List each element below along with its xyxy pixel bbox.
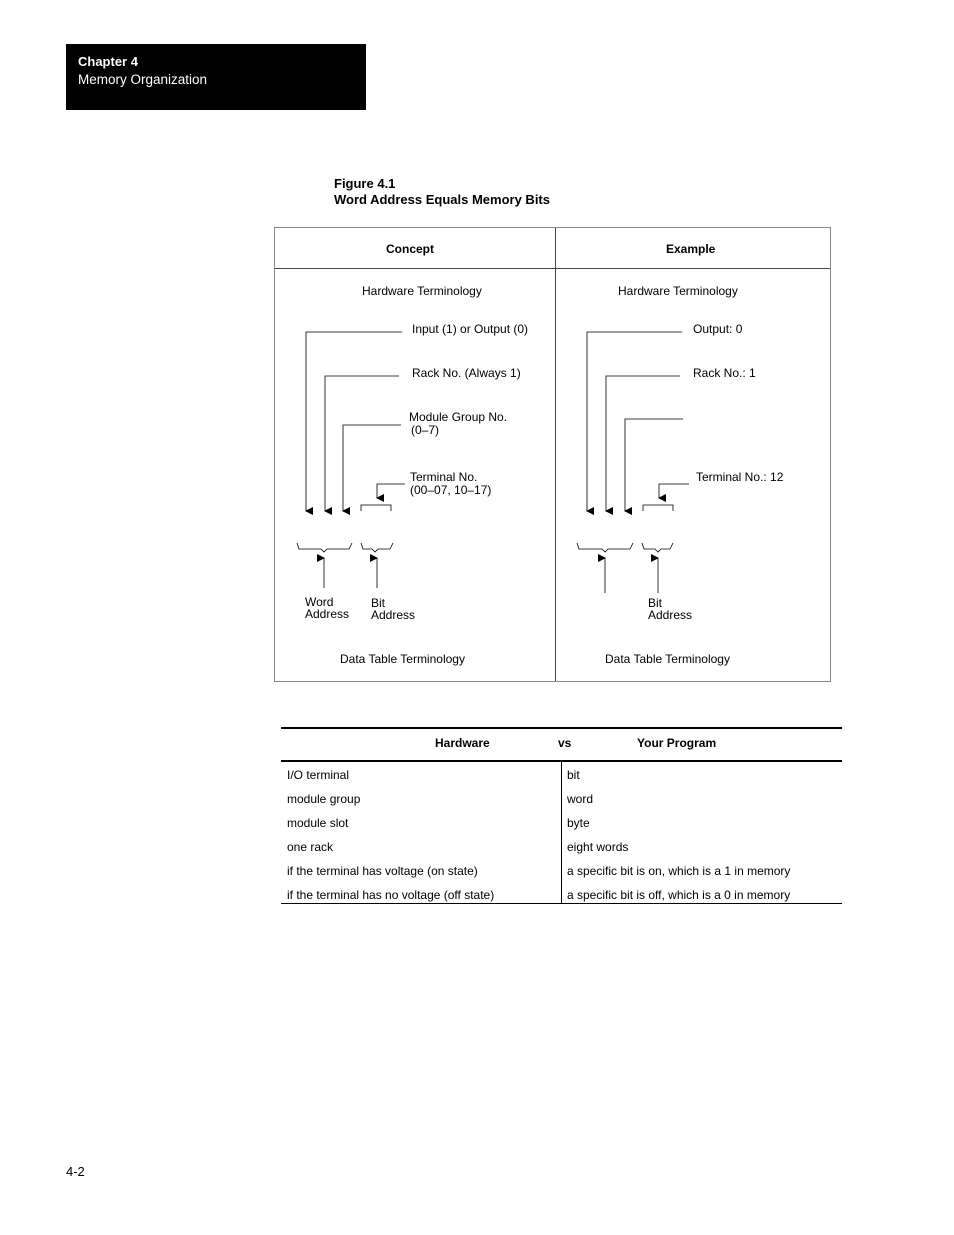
table-row: [281, 788, 842, 812]
table-row: [281, 860, 842, 884]
example-hardware-label: Hardware Terminology: [618, 284, 738, 298]
example-rack-label: Rack No.: 1: [693, 366, 756, 380]
concept-module-label: Module Group No.: [409, 410, 508, 424]
page-number: 4-2: [66, 1164, 85, 1179]
table-row: [281, 836, 842, 860]
example-bit-label: Bit: [648, 596, 663, 610]
program-cell: eight words: [567, 840, 629, 854]
concept-data-table-label: Data Table Terminology: [340, 652, 465, 666]
hardware-cell: one rack: [287, 840, 334, 854]
header-vs: vs: [558, 736, 572, 750]
hardware-cell: I/O terminal: [287, 768, 350, 782]
concept-module-range: (0–7): [411, 423, 440, 437]
table-header: [281, 729, 842, 762]
concept-io-label: Input (1) or Output (0): [412, 322, 529, 336]
address-diagram: [274, 227, 831, 682]
example-data-table-label: Data Table Terminology: [605, 652, 730, 666]
concept-bit-address: Address: [371, 608, 416, 622]
program-cell: byte: [567, 816, 590, 830]
concept-rack-label: Rack No. (Always 1): [412, 366, 521, 380]
concept-word-label: Word: [305, 595, 334, 609]
header-your-program: Your Program: [637, 736, 717, 750]
diagram-lines: [275, 228, 832, 683]
program-cell: a specific bit is off, which is a 0 in memory: [567, 888, 791, 902]
table-row: [281, 884, 842, 908]
table-row: [281, 764, 842, 788]
table-row: [281, 812, 842, 836]
chapter-subtitle: Memory Organization: [78, 72, 208, 87]
concept-hardware-label: Hardware Terminology: [362, 284, 482, 298]
program-cell: bit: [567, 768, 580, 782]
program-cell: word: [567, 792, 594, 806]
concept-heading: Concept: [386, 242, 434, 256]
program-cell: a specific bit is on, which is a 1 in memory: [567, 864, 791, 878]
concept-terminal-range: (00–07, 10–17): [410, 483, 492, 497]
concept-bit-label: Bit: [371, 596, 386, 610]
figure-title: Word Address Equals Memory Bits: [334, 192, 550, 207]
example-io-label: Output: 0: [693, 322, 743, 336]
header-hardware: Hardware: [435, 736, 490, 750]
hardware-cell: if the terminal has no voltage (off state): [287, 888, 495, 902]
chapter-header: [66, 44, 366, 110]
concept-word-address: Address: [305, 607, 350, 621]
concept-terminal-label: Terminal No.: [410, 470, 478, 484]
hardware-cell: if the terminal has voltage (on state): [287, 864, 478, 878]
example-heading: Example: [666, 242, 716, 256]
figure-caption: [334, 176, 550, 208]
hardware-cell: module group: [287, 792, 361, 806]
example-bit-address: Address: [648, 608, 693, 622]
example-terminal-label: Terminal No.: 12: [696, 470, 784, 484]
chapter-title: Chapter 4: [78, 54, 138, 69]
figure-number: Figure 4.1: [334, 176, 396, 191]
hardware-cell: module slot: [287, 816, 349, 830]
hardware-vs-program-table: [281, 727, 842, 904]
